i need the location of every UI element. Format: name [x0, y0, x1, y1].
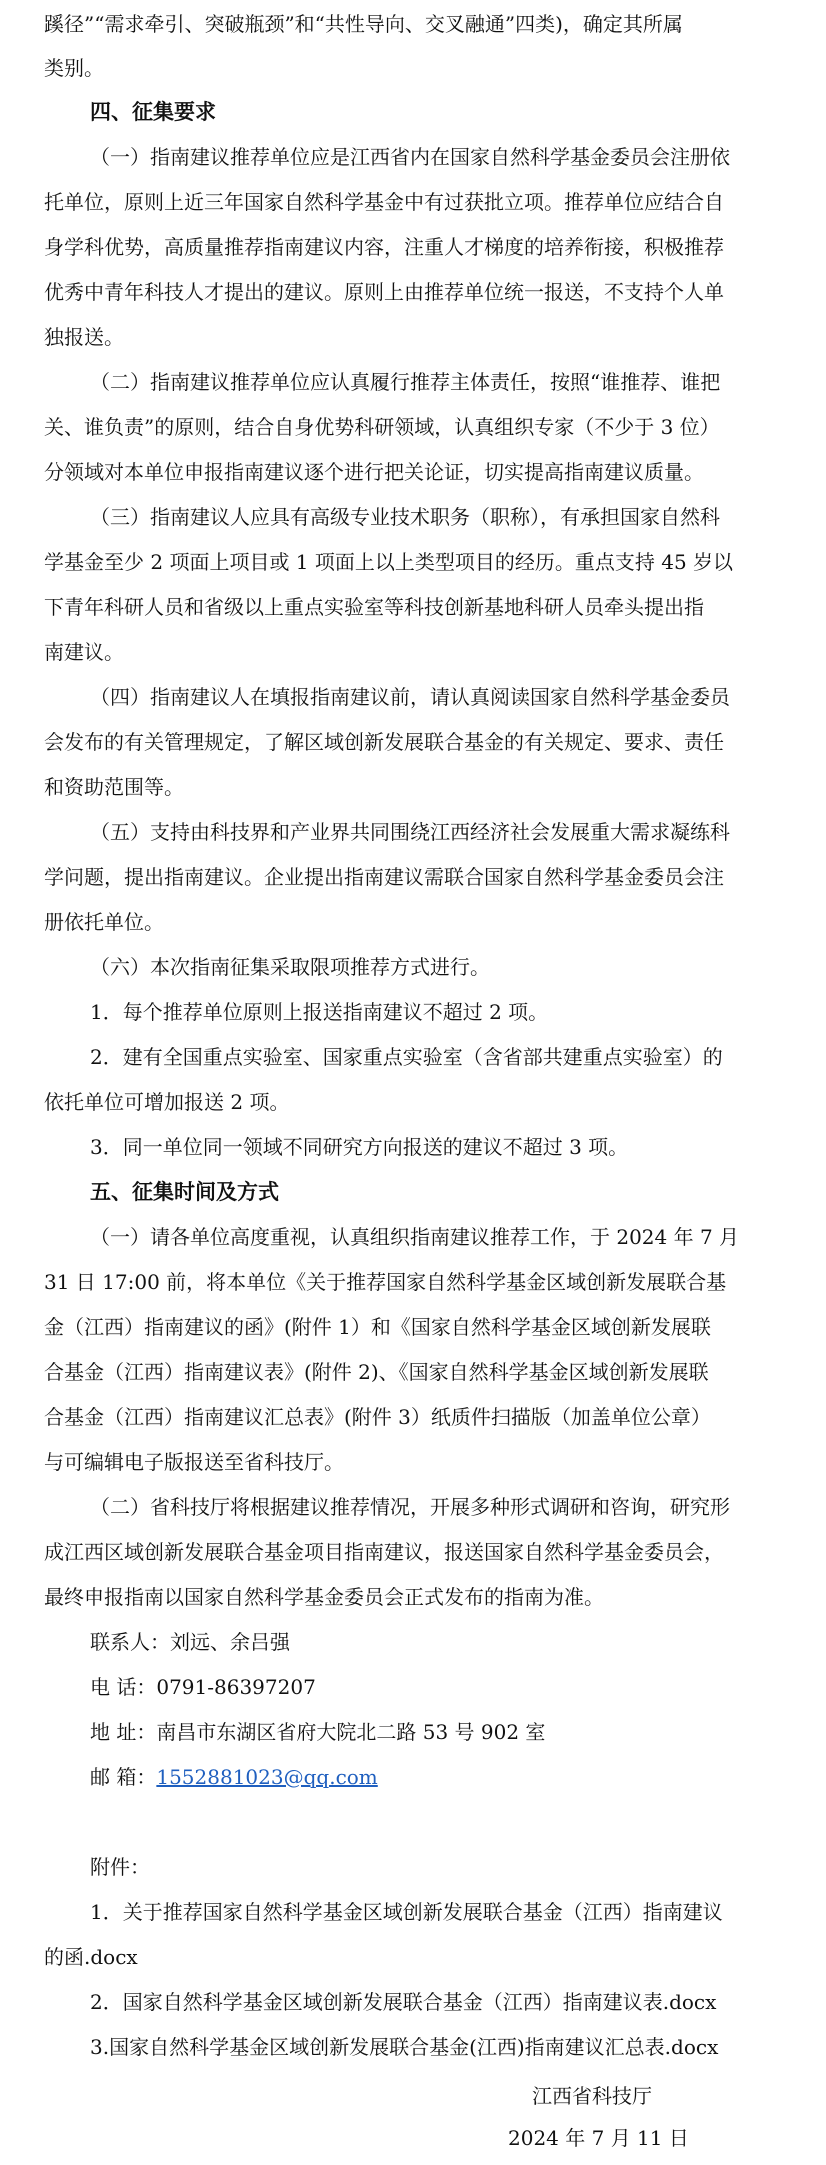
- text-line: 与可编辑电子版报送至省科技厅。: [44, 1450, 344, 1474]
- text-line: 会发布的有关管理规定，了解区域创新发展联合基金的有关规定、要求、责任: [44, 730, 724, 754]
- email-link[interactable]: 1552881023@qq.com: [156, 1765, 378, 1789]
- text-line: 托单位，原则上近三年国家自然科学基金中有过获批立项。推荐单位应结合自: [44, 190, 724, 214]
- attachments-label: 附件：: [90, 1855, 150, 1879]
- text-line: 成江西区域创新发展联合基金项目指南建议，报送国家自然科学基金委员会，: [44, 1540, 724, 1564]
- signature-org: 江西省科技厅: [532, 2084, 652, 2108]
- attachment-item: 2．国家自然科学基金区域创新发展联合基金（江西）指南建议表.docx: [90, 1990, 717, 2014]
- contact-email-label: 邮 箱：: [90, 1765, 157, 1789]
- text-line: 31 日 17:00 前，将本单位《关于推荐国家自然科学基金区域创新发展联合基: [44, 1270, 727, 1294]
- contact-email-row: [90, 1761, 826, 1793]
- list-item: 3．同一单位同一领域不同研究方向报送的建议不超过 3 项。: [90, 1135, 629, 1159]
- contact-address: 地 址：南昌市东湖区省府大院北二路 53 号 902 室: [90, 1720, 546, 1744]
- contact-phone: 电 话：0791-86397207: [90, 1675, 316, 1699]
- text-line: 册依托单位。: [44, 910, 164, 934]
- text-line: 依托单位可增加报送 2 项。: [44, 1090, 290, 1114]
- text-line: （一）指南建议推荐单位应是江西省内在国家自然科学基金委员会注册依: [90, 145, 730, 169]
- contact-person: 联系人：刘远、余吕强: [90, 1630, 290, 1654]
- list-item: 1．每个推荐单位原则上报送指南建议不超过 2 项。: [90, 1000, 549, 1024]
- section-heading-5: 五、征集时间及方式: [90, 1180, 279, 1204]
- text-line: （二）省科技厅将根据建议推荐情况，开展多种形式调研和咨询，研究形: [90, 1495, 730, 1519]
- list-item: 2．建有全国重点实验室、国家重点实验室（含省部共建重点实验室）的: [90, 1045, 723, 1069]
- text-line: 学问题，提出指南建议。企业提出指南建议需联合国家自然科学基金委员会注: [44, 865, 724, 889]
- text-line: （一）请各单位高度重视，认真组织指南建议推荐工作，于 2024 年 7 月: [90, 1225, 740, 1249]
- signature-date: 2024 年 7 月 11 日: [508, 2126, 689, 2150]
- text-line: 学基金至少 2 项面上项目或 1 项面上以上类型项目的经历。重点支持 45 岁以: [44, 550, 734, 574]
- text-line: 蹊径”“需求牵引、突破瓶颈”和“共性导向、交叉融通”四类)，确定其所属: [44, 12, 683, 36]
- attachment-item: 1．关于推荐国家自然科学基金区域创新发展联合基金（江西）指南建议: [90, 1900, 723, 1924]
- text-line: 独报送。: [44, 325, 124, 349]
- text-line: 南建议。: [44, 640, 124, 664]
- attachment-item: 3.国家自然科学基金区域创新发展联合基金(江西)指南建议汇总表.docx: [90, 2035, 719, 2059]
- text-line: （五）支持由科技界和产业界共同围绕江西经济社会发展重大需求凝练科: [90, 820, 730, 844]
- text-line: 最终申报指南以国家自然科学基金委员会正式发布的指南为准。: [44, 1585, 604, 1609]
- text-line: （六）本次指南征集采取限项推荐方式进行。: [90, 955, 490, 979]
- text-line: 分领域对本单位申报指南建议逐个进行把关论证，切实提高指南建议质量。: [44, 460, 704, 484]
- text-line: （三）指南建议人应具有高级专业技术职务（职称），有承担国家自然科: [90, 505, 720, 529]
- text-line: 金（江西）指南建议的函》(附件 1）和《国家自然科学基金区域创新发展联: [44, 1315, 711, 1339]
- text-line: （四）指南建议人在填报指南建议前，请认真阅读国家自然科学基金委员: [90, 685, 730, 709]
- text-line: 和资助范围等。: [44, 775, 184, 799]
- text-line: （二）指南建议推荐单位应认真履行推荐主体责任，按照“谁推荐、谁把: [90, 370, 721, 394]
- section-heading-4: 四、征集要求: [90, 100, 216, 124]
- text-line: 合基金（江西）指南建议汇总表》(附件 3）纸质件扫描版（加盖单位公章）: [44, 1405, 711, 1429]
- text-line: 下青年科研人员和省级以上重点实验室等科技创新基地科研人员牵头提出指: [44, 595, 704, 619]
- text-line: 的函.docx: [44, 1945, 138, 1969]
- text-line: 类别。: [44, 56, 104, 80]
- text-line: 关、谁负责”的原则，结合自身优势科研领域，认真组织专家（不少于 3 位）: [44, 415, 720, 439]
- text-line: 合基金（江西）指南建议表》(附件 2)、《国家自然科学基金区域创新发展联: [44, 1360, 709, 1384]
- text-line: 优秀中青年科技人才提出的建议。原则上由推荐单位统一报送，不支持个人单: [44, 280, 724, 304]
- text-line: 身学科优势，高质量推荐指南建议内容，注重人才梯度的培养衔接，积极推荐: [44, 235, 724, 259]
